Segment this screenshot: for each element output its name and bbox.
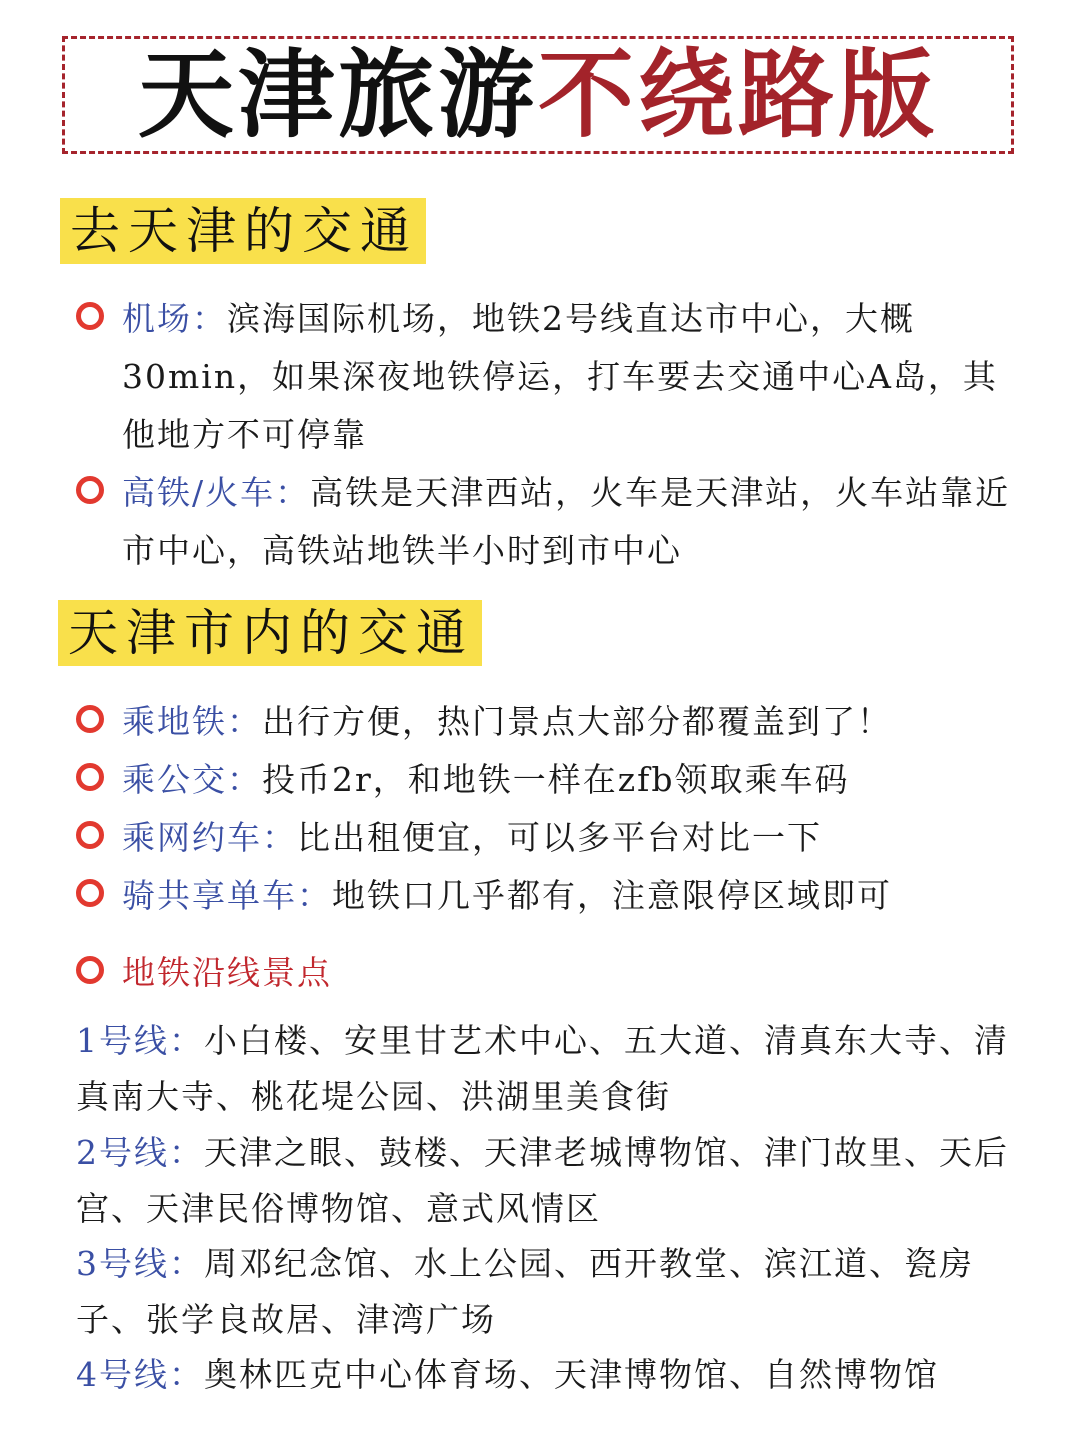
metro-attractions-heading	[76, 944, 1016, 1002]
circle-bullet-icon	[76, 879, 104, 907]
line-text: 周邓纪念馆、水上公园、西开教堂、滨江道、瓷房子、张学良故居、津湾广场	[76, 1244, 974, 1339]
list-item-subway	[76, 693, 1016, 751]
circle-bullet-icon	[76, 821, 104, 849]
section-heading-to-tianjin: 去天津的交通	[60, 198, 426, 264]
list-item-train	[76, 464, 1016, 580]
line-label: 4号线：	[76, 1355, 204, 1394]
list-item-airport	[76, 290, 1016, 464]
item-label: 机场：	[122, 299, 227, 338]
item-label: 骑共享单车：	[122, 876, 332, 915]
circle-bullet-icon	[76, 705, 104, 733]
metro-line-3	[76, 1236, 1016, 1348]
item-label: 乘公交：	[122, 760, 262, 799]
item-label: 高铁/火车：	[122, 473, 311, 512]
title-part-black: 天津旅游	[138, 39, 538, 151]
line-label: 3号线：	[76, 1244, 204, 1283]
item-text: 地铁口几乎都有，注意限停区域即可	[332, 876, 892, 915]
metro-heading-label: 地铁沿线景点	[122, 953, 332, 992]
list-item-ride-hailing	[76, 809, 1016, 867]
title-banner	[62, 36, 1014, 154]
title-part-red: 不绕路版	[538, 39, 938, 151]
list-item-bus	[76, 751, 1016, 809]
list-item-shared-bike	[76, 867, 1016, 925]
circle-bullet-icon	[76, 476, 104, 504]
section-heading-in-city: 天津市内的交通	[58, 600, 482, 666]
item-text: 出行方便，热门景点大部分都覆盖到了！	[262, 702, 892, 741]
circle-bullet-icon	[76, 302, 104, 330]
item-text: 高铁是天津西站，火车是天津站，火车站靠近市中心，高铁站地铁半小时到市中心	[122, 473, 1011, 570]
item-text: 比出租便宜，可以多平台对比一下	[297, 818, 822, 857]
circle-bullet-icon	[76, 956, 104, 984]
line-label: 2号线：	[76, 1133, 204, 1172]
line-text: 天津之眼、鼓楼、天津老城博物馆、津门故里、天后宫、天津民俗博物馆、意式风情区	[76, 1133, 1009, 1228]
line-label: 1号线：	[76, 1021, 204, 1060]
line-text: 奥林匹克中心体育场、天津博物馆、自然博物馆	[204, 1355, 939, 1394]
page-title	[138, 39, 938, 151]
circle-bullet-icon	[76, 763, 104, 791]
line-text: 小白楼、安里甘艺术中心、五大道、清真东大寺、清真南大寺、桃花堤公园、洪湖里美食街	[76, 1021, 1009, 1116]
item-label: 乘地铁：	[122, 702, 262, 741]
item-text: 投币2r，和地铁一样在zfb领取乘车码	[262, 760, 850, 799]
item-label: 乘网约车：	[122, 818, 297, 857]
metro-line-2	[76, 1125, 1016, 1237]
metro-line-4	[76, 1347, 1016, 1403]
metro-line-1	[76, 1013, 1016, 1125]
item-text: 滨海国际机场，地铁2号线直达市中心，大概30min，如果深夜地铁停运，打车要去交通中心A岛，其他地方不可停靠	[122, 299, 998, 454]
